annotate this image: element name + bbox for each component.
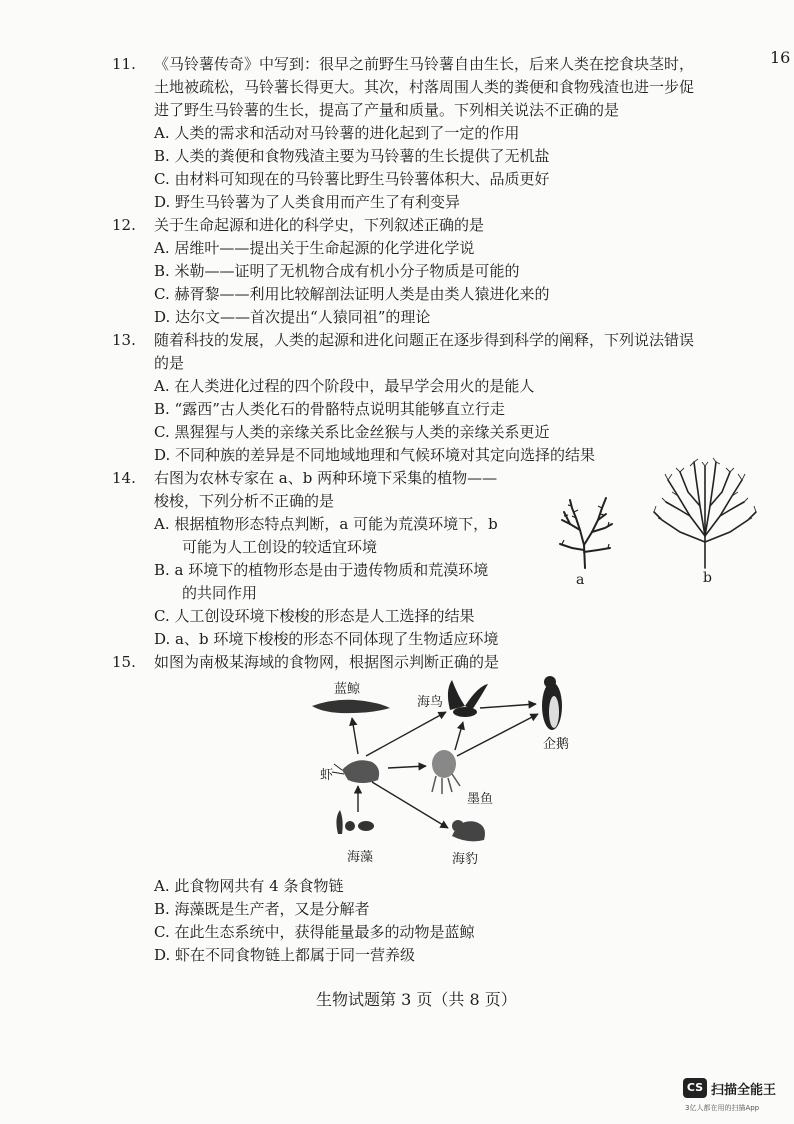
question-15-option-a: A. 此食物网共有 4 条食物链 [154, 877, 344, 895]
question-11-option-b: B. 人类的粪便和食物残渣主要为马铃薯的生长提供了无机盐 [154, 147, 550, 165]
question-14-stem-2: 梭梭，下列分析不正确的是 [154, 492, 335, 510]
penguin-icon [542, 676, 562, 730]
question-13-option-a: A. 在人类进化过程的四个阶段中，最早学会用火的是能人 [154, 377, 535, 395]
arrow-shrimp-squid [388, 766, 426, 768]
label-penguin: 企鹅 [543, 737, 570, 752]
question-14-option-c: C. 人工创设环境下梭梭的形态是人工选择的结果 [154, 607, 475, 625]
arrow-squid-penguin [457, 714, 538, 756]
seal-icon [452, 820, 485, 841]
question-15-stem: 15. 如图为南极某海域的食物网，根据图示判断正确的是 [112, 653, 500, 671]
plant-a-image [550, 490, 620, 570]
question-14-option-a-cont: 可能为人工创设的较适宜环境 [182, 538, 378, 556]
page-footer: 生物试题第 3 页（共 8 页） [316, 990, 517, 1009]
corner-page-number: 16 [770, 48, 791, 67]
label-seabird: 海鸟 [417, 695, 444, 710]
arrow-shrimp-whale [352, 718, 358, 754]
question-15-option-c: C. 在此生态系统中，获得能量最多的动物是蓝鲸 [154, 923, 475, 941]
question-14-stem-1: 14. 右图为农林专家在 a、b 两种环境下采集的植物—— [112, 469, 498, 487]
question-13-stem-1: 13. 随着科技的发展，人类的起源和进化问题正在逐步得到科学的阐释，下列说法错误 [112, 331, 695, 349]
question-11-option-d: D. 野生马铃薯为了人类食用而产生了有利变异 [154, 193, 461, 211]
arrow-shrimp-seal [372, 782, 448, 828]
question-12-option-c: C. 赫胥黎——利用比较解剖法证明人类是由类人猿进化来的 [154, 285, 550, 303]
question-13-stem-2: 的是 [154, 354, 185, 372]
question-11-option-a: A. 人类的需求和活动对马铃薯的进化起到了一定的作用 [154, 124, 520, 142]
arrow-seabird-penguin-area [480, 704, 536, 708]
question-12-option-b: B. 米勒——证明了无机物合成有机小分子物质是可能的 [154, 262, 520, 280]
plant-b-label: b [703, 570, 712, 586]
question-13-option-d: D. 不同种族的差异是不同地域地理和气候环境对其定向选择的结果 [154, 446, 596, 464]
question-11-stem-1: 11. 《马铃薯传奇》中写到：很早之前野生马铃薯自由生长，后来人类在挖食块茎时， [112, 55, 695, 73]
question-13-option-b: B. “露西”古人类化石的骨骼特点说明其能够直立行走 [154, 400, 505, 418]
plant-a-label: a [576, 572, 585, 588]
question-12-stem: 12. 关于生命起源和进化的科学史，下列叙述正确的是 [112, 216, 485, 234]
label-blue-whale: 蓝鲸 [334, 682, 361, 697]
question-13-option-c: C. 黑猩猩与人类的亲缘关系比金丝猴与人类的亲缘关系更近 [154, 423, 550, 441]
question-11-stem-2: 土地被疏松，马铃薯长得更大。其次，村落周围人类的粪便和食物残渣也进一步促 [154, 78, 695, 96]
question-14-option-b-cont: 的共同作用 [182, 584, 258, 602]
question-11-stem-3: 进了野生马铃薯的生长，提高了产量和质量。下列相关说法不正确的是 [154, 101, 620, 119]
scanner-app-name: 扫描全能王 [711, 1083, 777, 1098]
question-15-option-d: D. 虾在不同食物链上都属于同一营养级 [154, 946, 416, 964]
question-14-option-d: D. a、b 环境下梭梭的形态不同体现了生物适应环境 [154, 630, 499, 648]
seabird-icon [448, 680, 488, 717]
shrimp-icon [332, 760, 379, 783]
arrow-shrimp-seabird [366, 712, 446, 756]
blue-whale-icon [312, 700, 390, 713]
question-11-option-c: C. 由材料可知现在的马铃薯比野生马铃薯体积大、品质更好 [154, 170, 550, 188]
cs-logo: CS [683, 1078, 707, 1098]
plant-b-image [650, 456, 760, 570]
question-12-option-d: D. 达尔文——首次提出“人猿同祖”的理论 [154, 308, 431, 326]
label-seal: 海豹 [452, 852, 479, 867]
squid-icon [432, 750, 460, 794]
label-seaweed: 海藻 [347, 850, 374, 865]
seaweed-icon [336, 810, 374, 834]
question-12-option-a: A. 居维叶——提出关于生命起源的化学进化学说 [154, 239, 475, 257]
question-14-option-a: A. 根据植物形态特点判断，a 可能为荒漠环境下，b [154, 515, 498, 533]
question-14-option-b: B. a 环境下的植物形态是由于遗传物质和荒漠环境 [154, 561, 489, 579]
arrow-squid-seabird [455, 722, 463, 750]
scanner-watermark [683, 1078, 793, 1120]
question-15-option-b: B. 海藻既是生产者，又是分解者 [154, 900, 370, 918]
scanner-slogan: 3亿人都在用的扫描App [685, 1104, 760, 1112]
label-squid: 墨鱼 [467, 792, 494, 807]
food-web-diagram [300, 668, 600, 868]
label-shrimp: 虾 [320, 768, 334, 783]
